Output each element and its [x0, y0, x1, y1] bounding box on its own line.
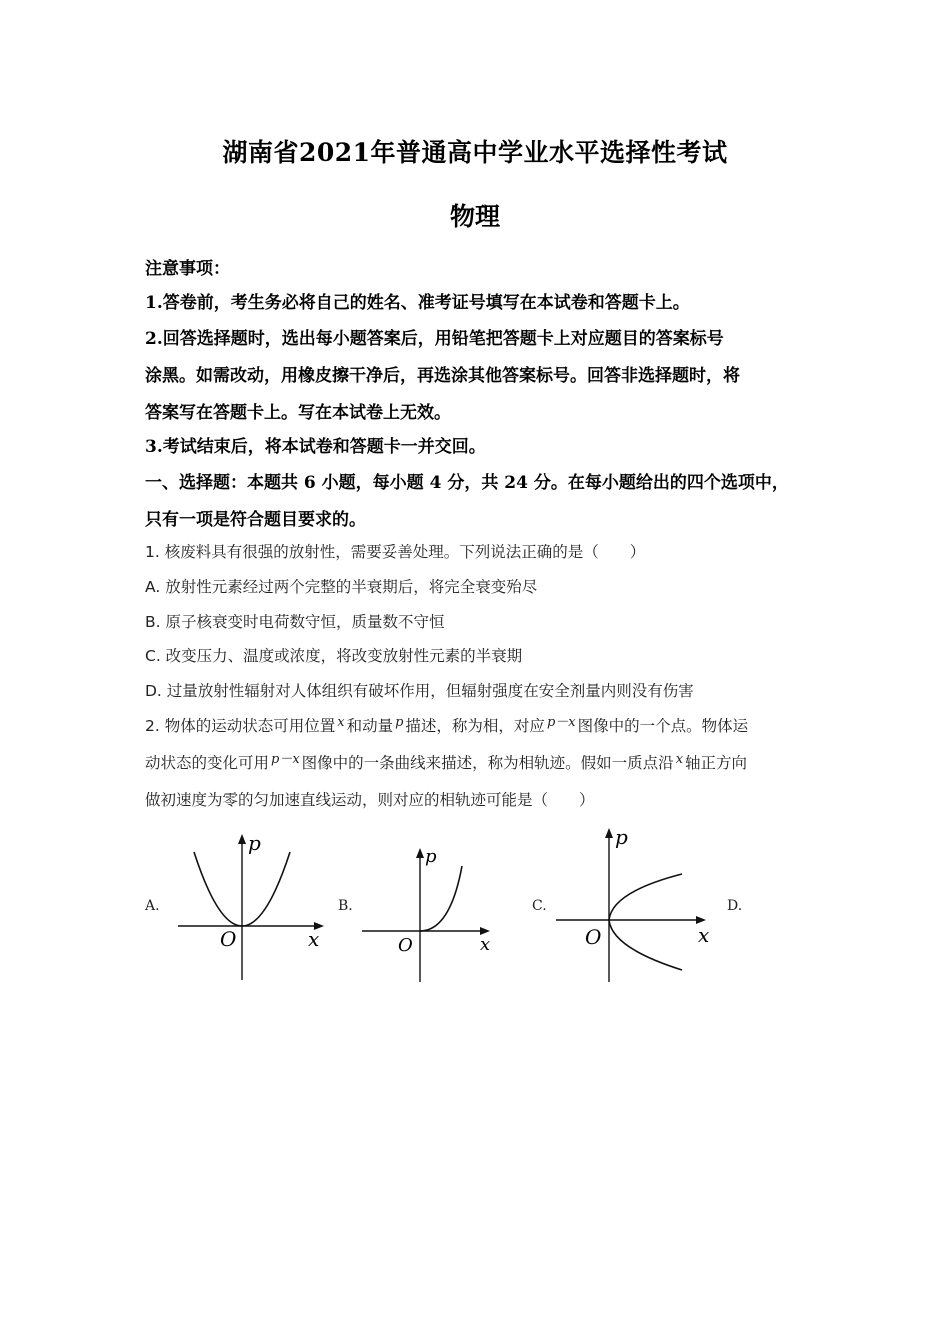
p-axis-arrow	[416, 848, 424, 858]
section-1-line-1: 一、选择题：本题共 6 小题，每小题 4 分，共 24 分。在每小题给出的四个选项中，	[145, 473, 789, 493]
question-2-text: 和动量	[346, 717, 394, 735]
option-label: A.	[145, 578, 161, 596]
notice-item-2-line-3: 答案写在答题卡上。写在本试卷上无效。	[145, 403, 451, 423]
graph-option-c-label[interactable]: C.	[532, 898, 547, 914]
notice-item-2-line-2: 涂黑。如需改动，用橡皮擦干净后，再选涂其他答案标号。回答非选择题时，将	[145, 366, 740, 386]
var-p: p	[395, 715, 404, 730]
question-1-option-c[interactable]	[145, 644, 522, 666]
exam-title: 湖南省2021年普通高中学业水平选择性考试	[222, 138, 728, 167]
question-2-text: 图像中的一个点。物体运	[577, 717, 749, 735]
axis-label-p: p	[615, 825, 628, 849]
p-axis-arrow	[238, 834, 246, 844]
phase-curve	[420, 866, 462, 931]
notice-item-1: 1.答卷前，考生务必将自己的姓名、准考证号填写在本试卷和答题卡上。	[145, 293, 690, 313]
option-text: 改变压力、温度或浓度，将改变放射性元素的半衰期	[160, 647, 523, 665]
graph-option-a-label[interactable]: A.	[145, 898, 160, 914]
graph-option-d-label[interactable]: D.	[727, 898, 743, 914]
graph-option-b[interactable]	[358, 840, 498, 986]
origin-label: O	[585, 925, 602, 949]
var-p-x: p－x	[271, 752, 300, 767]
phase-curve	[609, 874, 682, 970]
axis-label-p: p	[425, 846, 437, 867]
question-1-text: 核废料具有很强的放射性，需要妥善处理。下列说法正确的是（ ）	[159, 543, 646, 561]
question-1-number: 1.	[145, 543, 160, 561]
option-label: B.	[145, 613, 161, 631]
option-text: 原子核衰变时电荷数守恒，质量数不守恒	[160, 613, 445, 631]
subject-title: 物理	[449, 202, 500, 231]
axis-label-p: p	[248, 831, 261, 855]
question-1-option-d[interactable]	[145, 679, 694, 701]
var-x: x	[675, 752, 684, 767]
axis-label-x: x	[480, 934, 491, 955]
question-1-stem	[145, 540, 645, 562]
graph-option-b-label[interactable]: B.	[338, 898, 353, 914]
origin-label: O	[220, 927, 237, 951]
question-2-line-3: 做初速度为零的匀加速直线运动，则对应的相轨迹可能是（ ）	[145, 791, 595, 809]
axis-label-x: x	[308, 927, 320, 951]
var-x: x	[337, 715, 345, 730]
notice-heading: 注意事项：	[145, 259, 230, 279]
section-1-line-2: 只有一项是符合题目要求的。	[145, 510, 366, 530]
question-2-line-1	[145, 714, 748, 736]
option-label: D.	[145, 682, 162, 700]
option-text: 放射性元素经过两个完整的半衰期后，将完全衰变殆尽	[160, 578, 538, 596]
question-2-text: 图像中的一条曲线来描述，称为相轨迹。假如一质点沿	[301, 754, 674, 772]
graph-option-a[interactable]	[170, 828, 335, 986]
question-2-text: 轴正方向	[685, 754, 748, 772]
question-2-text: 动状态的变化可用	[145, 754, 270, 772]
notice-item-2-line-1: 2.回答选择题时，选出每小题答案后，用铅笔把答题卡上对应题目的答案标号	[145, 329, 724, 349]
question-2-number: 2.	[145, 717, 160, 735]
p-axis-arrow	[605, 828, 613, 838]
question-1-option-a[interactable]	[145, 575, 537, 597]
question-2-text: 描述，称为相，对应	[405, 717, 545, 735]
question-1-option-b[interactable]	[145, 610, 445, 632]
question-2-line-2	[145, 751, 747, 773]
graph-option-c[interactable]	[552, 822, 722, 986]
axis-label-x: x	[698, 923, 710, 947]
option-text: 过量放射性辐射对人体组织有破坏作用，但辐射强度在安全剂量内则没有伤害	[161, 682, 694, 700]
var-p-x: p－x	[546, 715, 576, 730]
notice-item-3: 3.考试结束后，将本试卷和答题卡一并交回。	[145, 437, 486, 457]
origin-label: O	[398, 935, 413, 956]
option-label: C.	[145, 647, 161, 665]
question-2-text: 物体的运动状态可用位置	[159, 717, 336, 735]
